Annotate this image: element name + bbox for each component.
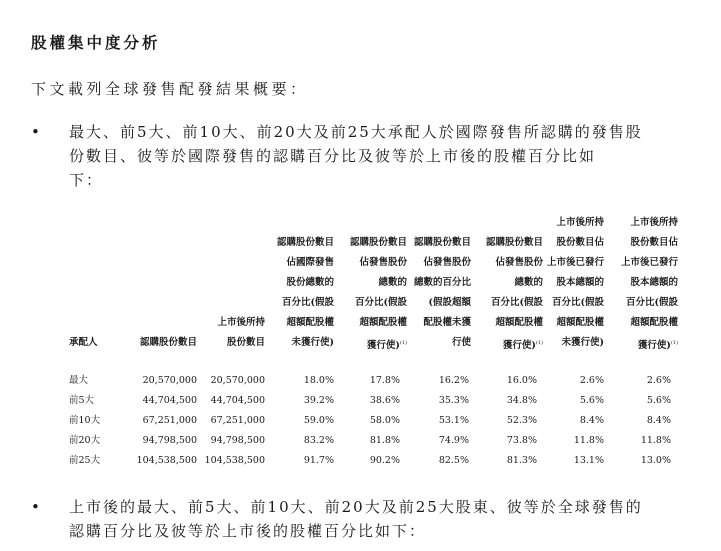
row-label: 前25大 bbox=[69, 455, 101, 466]
row-label: 前5大 bbox=[69, 395, 95, 406]
pct-cell: 11.8% bbox=[573, 435, 604, 446]
header-placee bbox=[69, 333, 98, 353]
header-line: 總數的 bbox=[514, 277, 543, 288]
header-line: 獲行使)$^{(1)}$ bbox=[637, 340, 678, 351]
header-line: 上市後所持 bbox=[217, 317, 265, 328]
header-line: 超額配股權 bbox=[359, 317, 407, 328]
table-row bbox=[0, 372, 721, 389]
header-line: 行使 bbox=[451, 337, 471, 348]
row-label: 前10大 bbox=[69, 415, 101, 426]
header-line: 未獲行使) bbox=[291, 337, 334, 348]
footnote-ref: (1) bbox=[399, 340, 407, 346]
pct-cell: 53.1% bbox=[438, 415, 469, 426]
header-pct-offer-not-exercised bbox=[414, 233, 471, 353]
pct-cell: 5.6% bbox=[646, 395, 671, 406]
header-line: (假設超額 bbox=[428, 297, 471, 308]
header-line: 獲行使)$^{(1)}$ bbox=[366, 340, 407, 351]
header-line: 認購股份數目 bbox=[276, 237, 334, 248]
header-line: 認購股份數目 bbox=[485, 237, 543, 248]
shares-subscribed: 104,538,500 bbox=[136, 455, 197, 466]
table-row bbox=[0, 412, 721, 429]
paragraph-line: 份數目、彼等於國際發售的認購百分比及彼等於上市後的股權百分比如 bbox=[69, 147, 597, 165]
header-line: 超額配股權 bbox=[556, 317, 604, 328]
header-line: 上市後已發行 bbox=[546, 257, 604, 268]
header-shares-subscribed bbox=[140, 333, 197, 353]
header-line: 獲行使)$^{(1)}$ bbox=[502, 340, 543, 351]
header-line: 超額配股權 bbox=[286, 317, 334, 328]
pct-cell: 90.2% bbox=[369, 455, 400, 466]
header-line: 百分比(假設 bbox=[355, 297, 407, 308]
header-pct-intl-not-exercised bbox=[277, 233, 334, 353]
header-line: 配股權未獲 bbox=[423, 317, 471, 328]
header-shares-held bbox=[217, 313, 265, 353]
shares-subscribed: 44,704,500 bbox=[142, 395, 197, 406]
pct-cell: 16.0% bbox=[506, 375, 537, 386]
bullet-marker: • bbox=[31, 123, 40, 141]
header-line: 百分比(假設 bbox=[491, 297, 543, 308]
header-line: 總數的 bbox=[378, 277, 407, 288]
shares-held: 67,251,000 bbox=[210, 415, 265, 426]
header-pct-listing-exercised bbox=[621, 213, 678, 356]
section-heading: 股權集中度分析 bbox=[31, 33, 161, 52]
paragraph-shareholders-intro bbox=[69, 495, 679, 543]
row-label: 最大 bbox=[69, 375, 89, 386]
header-pct-listing-not-exercised bbox=[547, 213, 604, 353]
header-line: 股本總額的 bbox=[630, 277, 678, 288]
pct-cell: 2.6% bbox=[579, 375, 604, 386]
header-line: 佔發售股份 bbox=[423, 257, 471, 268]
pct-cell: 8.4% bbox=[646, 415, 671, 426]
header-line: 承配人 bbox=[69, 337, 98, 348]
header-line: 股份數目 bbox=[226, 337, 265, 348]
pct-cell: 58.0% bbox=[369, 415, 400, 426]
pct-cell: 59.0% bbox=[303, 415, 334, 426]
pct-cell: 2.6% bbox=[646, 375, 671, 386]
header-line: 百分比(假設 bbox=[552, 297, 604, 308]
pct-cell: 13.1% bbox=[573, 455, 604, 466]
pct-cell: 52.3% bbox=[506, 415, 537, 426]
header-line: 佔發售股份 bbox=[359, 257, 407, 268]
pct-cell: 17.8% bbox=[369, 375, 400, 386]
table-row bbox=[0, 452, 721, 469]
pct-cell: 73.8% bbox=[506, 435, 537, 446]
paragraph-line: 下： bbox=[69, 171, 104, 189]
pct-cell: 8.4% bbox=[579, 415, 604, 426]
header-line: 股份總數的 bbox=[286, 277, 334, 288]
pct-cell: 16.2% bbox=[438, 375, 469, 386]
footnote-ref: (1) bbox=[535, 340, 543, 346]
header-line: 佔發售股份 bbox=[495, 257, 543, 268]
header-line: 總數的百分比 bbox=[413, 277, 471, 288]
pct-cell: 18.0% bbox=[303, 375, 334, 386]
pct-cell: 83.2% bbox=[303, 435, 334, 446]
header-line: 股本總額的 bbox=[556, 277, 604, 288]
row-label: 前20大 bbox=[69, 435, 101, 446]
intro-text: 下文載列全球發售配發結果概要： bbox=[31, 80, 309, 98]
pct-cell: 81.3% bbox=[506, 455, 537, 466]
header-line: 認購股份數目 bbox=[139, 337, 197, 348]
shares-held: 104,538,500 bbox=[204, 455, 265, 466]
pct-cell: 35.3% bbox=[438, 395, 469, 406]
table-row bbox=[0, 432, 721, 449]
pct-cell: 5.6% bbox=[579, 395, 604, 406]
footnote-ref: (1) bbox=[670, 340, 678, 346]
header-line: 百分比(假設 bbox=[626, 297, 678, 308]
pct-cell: 39.2% bbox=[303, 395, 334, 406]
pct-cell: 38.6% bbox=[369, 395, 400, 406]
header-line: 百分比(假設 bbox=[282, 297, 334, 308]
header-line: 佔國際發售 bbox=[286, 257, 334, 268]
header-line: 上市後所持 bbox=[630, 217, 678, 228]
pct-cell: 82.5% bbox=[438, 455, 469, 466]
shares-held: 94,798,500 bbox=[210, 435, 265, 446]
header-line: 上市後所持 bbox=[556, 217, 604, 228]
pct-cell: 34.8% bbox=[506, 395, 537, 406]
shares-subscribed: 94,798,500 bbox=[142, 435, 197, 446]
shares-held: 20,570,000 bbox=[210, 375, 265, 386]
header-line: 上市後已發行 bbox=[620, 257, 678, 268]
pct-cell: 74.9% bbox=[438, 435, 469, 446]
header-line: 股份數目佔 bbox=[630, 237, 678, 248]
paragraph-placement-intro bbox=[69, 120, 679, 192]
shares-subscribed: 67,251,000 bbox=[142, 415, 197, 426]
table-row bbox=[0, 392, 721, 409]
paragraph-line: 最大、前5大、前10大、前20大及前25大承配人於國際發售所認購的發售股 bbox=[69, 123, 643, 141]
shares-held: 44,704,500 bbox=[210, 395, 265, 406]
pct-cell: 11.8% bbox=[640, 435, 671, 446]
header-line: 股份數目佔 bbox=[556, 237, 604, 248]
header-pct-intl-exercised bbox=[350, 233, 407, 356]
header-line: 超額配股權 bbox=[495, 317, 543, 328]
header-pct-offer-exercised bbox=[486, 233, 543, 356]
header-line: 未獲行使) bbox=[561, 337, 604, 348]
paragraph-line: 上市後的最大、前5大、前10大、前20大及前25大股東、彼等於全球發售的 bbox=[69, 498, 643, 516]
pct-cell: 91.7% bbox=[303, 455, 334, 466]
pct-cell: 13.0% bbox=[640, 455, 671, 466]
header-line: 認購股份數目 bbox=[349, 237, 407, 248]
bullet-marker: • bbox=[31, 498, 40, 516]
header-line: 認購股份數目 bbox=[413, 237, 471, 248]
shares-subscribed: 20,570,000 bbox=[142, 375, 197, 386]
header-line: 超額配股權 bbox=[630, 317, 678, 328]
pct-cell: 81.8% bbox=[369, 435, 400, 446]
paragraph-line: 認購百分比及彼等於上市後的股權百分比如下： bbox=[69, 522, 427, 540]
